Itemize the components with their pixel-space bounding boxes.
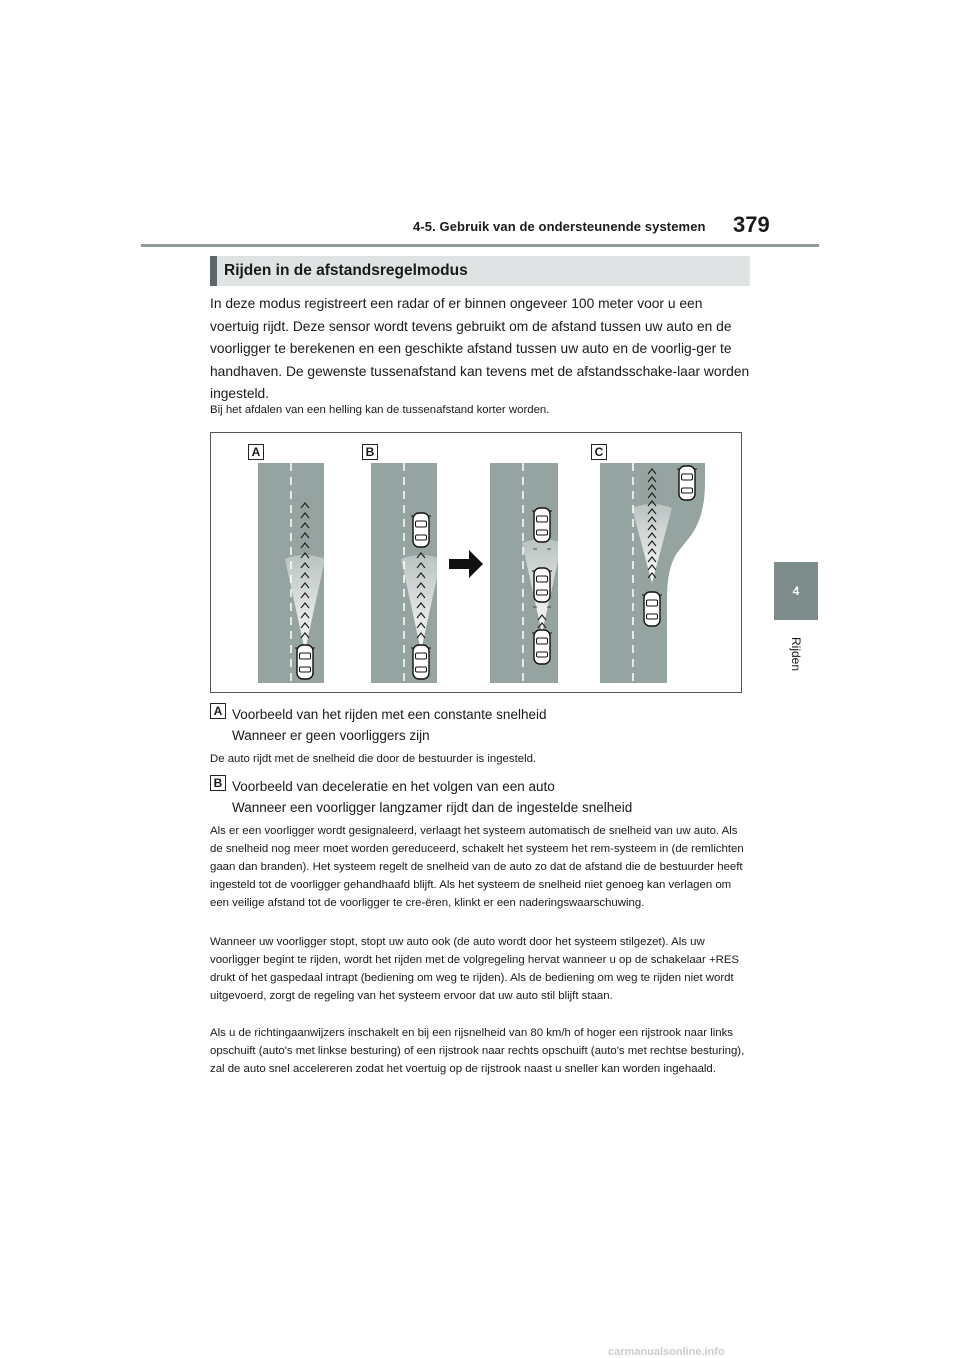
page-number: 379 — [733, 212, 770, 237]
item-a-subtitle: Wanneer er geen voorliggers zijn — [232, 728, 430, 743]
section-heading-bar — [210, 256, 217, 286]
item-b-marker: B — [210, 775, 226, 791]
item-b-title: Voorbeeld van deceleratie en het volgen van een auto — [232, 779, 555, 794]
transition-arrow — [449, 550, 483, 578]
header-rule — [141, 244, 819, 247]
road-a — [258, 463, 325, 683]
chapter-tab — [774, 562, 818, 620]
item-b-paragraph-2: Wanneer uw voorligger stopt, stopt uw auto ook (de auto wordt door het systeem stilgezet). Als uw voorligger begint te rijden, wordt het rijden met de volgregeling hervat wanneer u op de schakelaar +RES drukt of het gaspedaal intrapt (bediening om weg te rijden). Als de bediening om weg te rijden niet wordt uitgevoerd, zorgt de regeling van het systeem ervoor dat uw auto stil blijft staan. — [210, 936, 740, 1002]
road-b-following — [490, 463, 562, 683]
figure-label-c: C — [591, 444, 607, 460]
item-a-marker: A — [210, 703, 226, 719]
driving-diagram — [210, 432, 742, 693]
section-title: Rijden in de afstandsregelmodus — [224, 262, 468, 279]
intro-note: Bij het afdalen van een helling kan de tussenafstand korter worden. — [210, 404, 550, 416]
chapter-tab-label: Rijden — [789, 636, 803, 672]
figure-label-a: A — [248, 444, 264, 460]
item-b-subtitle: Wanneer een voorligger langzamer rijdt dan de ingestelde snelheid — [232, 800, 633, 815]
item-a-note: De auto rijdt met de snelheid die door de bestuurder is ingesteld. — [210, 753, 537, 765]
chapter-tab-label-wrap — [770, 629, 822, 679]
figure-label-b: B — [362, 444, 378, 460]
header-section-title: 4-5. Gebruik van de ondersteunende systemen — [413, 219, 706, 234]
item-b-paragraph-3: Als u de richtingaanwijzers inschakelt en bij een rijsnelheid van 80 km/h of hoger een rijstrook naar links opschuift (auto's met linkse besturing) of een rijstrook naar rechts opschuift (auto's met rechtse besturing), zal de auto snel accelereren zodat het voertuig op de rijstrook naast u sneller kan worden ingehaald. — [210, 1027, 745, 1075]
road-c — [600, 463, 705, 683]
footer-watermark: carmanualsonline.info — [608, 1346, 725, 1358]
road-b — [371, 463, 441, 683]
item-b-paragraph-1: Als er een voorligger wordt gesignaleerd, verlaagt het systeem automatisch de snelheid van uw auto. Als de snelheid nog meer moet worden gereduceerd, schakelt het systeem het rem-systeem in (de remlichten gaan dan branden). Het systeem regelt de snelheid van de auto zo dat de afstand die de bestuurder heeft ingesteld tot de voorligger gehandhaafd blijft. Als het systeem de snelheid niet genoeg kan verlagen om een veilige afstand tot de voorligger te cre-ëren, klinkt er een naderingswaarschuwing. — [210, 825, 744, 909]
item-a-title: Voorbeeld van het rijden met een constante snelheid — [232, 707, 547, 722]
diagram-svg — [211, 433, 741, 692]
intro-paragraph: In deze modus registreert een radar of er binnen ongeveer 100 meter voor u een voertuig rijdt. Deze sensor wordt tevens gebruikt om de afstand tussen uw auto en de voorligger te berekenen en een geschikte afstand tussen uw auto en de voorlig-ger te handhaven. De gewenste tussenafstand kan tevens met de afstandsschake-laar worden ingesteld. — [210, 296, 750, 401]
chapter-tab-number: 4 — [792, 584, 800, 598]
